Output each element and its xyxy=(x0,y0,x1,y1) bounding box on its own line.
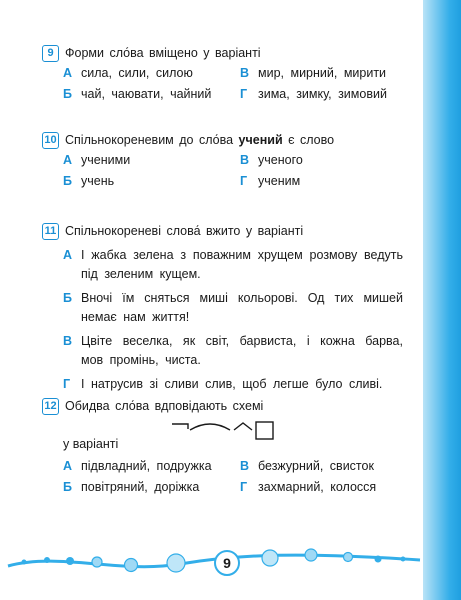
option-b[interactable]: Б чай, чаювати, чайний xyxy=(63,87,212,101)
option-v[interactable]: В безжурний, свисток xyxy=(240,459,374,473)
option-g[interactable]: Г зима, зимку, зимовий xyxy=(240,87,387,101)
option-a[interactable]: А ученими xyxy=(63,153,131,167)
option-v[interactable]: В ученого xyxy=(240,153,303,167)
root-mark xyxy=(190,424,230,430)
question-text: Обидва сло́ва вдповідають схемі xyxy=(65,399,264,413)
question-number: 10 xyxy=(42,132,59,149)
question-9 xyxy=(42,44,387,106)
question-12 xyxy=(42,397,377,499)
question-11 xyxy=(42,222,403,399)
option-b[interactable]: Б повітряний, доріжка xyxy=(63,480,200,494)
question-number: 11 xyxy=(42,223,59,240)
option-g[interactable]: Г ученим xyxy=(240,174,301,188)
page-number: 9 xyxy=(223,555,231,571)
question-text: Спільнокореневим до сло́ва учений є слово xyxy=(65,133,335,147)
suffix-mark xyxy=(234,423,252,430)
word-scheme xyxy=(170,420,280,446)
option-g[interactable]: Г захмарний, колосся xyxy=(240,480,377,494)
question-10 xyxy=(42,131,334,193)
option-b[interactable]: Б учень xyxy=(63,174,115,188)
option-a[interactable]: А підвладний, подружка xyxy=(63,459,212,473)
footer-decoration xyxy=(0,530,423,590)
option-v[interactable]: В Цвіте веселка, як світ, барвиста, і кожна барва, мов промінь, чиста. xyxy=(63,334,403,367)
question-number: 9 xyxy=(42,45,59,62)
prefix-mark xyxy=(172,424,188,429)
option-b[interactable]: Б Вночі їм сняться миші кольорові. Од тих мишей немає нам життя! xyxy=(63,291,403,324)
option-g[interactable]: Г І натрусив зі сливи слив, щоб легше було сливі. xyxy=(63,377,383,391)
ending-mark xyxy=(256,422,273,439)
question-text: Спільнокореневі слова́ вжито у варіанті xyxy=(65,224,304,238)
side-color-band xyxy=(423,0,461,600)
question-text-continued: у варіанті xyxy=(63,437,119,451)
option-v[interactable]: В мир, мирний, мирити xyxy=(240,66,387,80)
question-number: 12 xyxy=(42,398,59,415)
question-text: Форми сло́ва вміщено у варіанті xyxy=(65,46,261,60)
keyword: учений xyxy=(238,133,283,147)
option-a[interactable]: А І жабка зелена з поважним хрущем розмову ведуть під зеленим кущем. xyxy=(63,248,403,281)
option-a[interactable]: А сила, сили, силою xyxy=(63,66,193,80)
